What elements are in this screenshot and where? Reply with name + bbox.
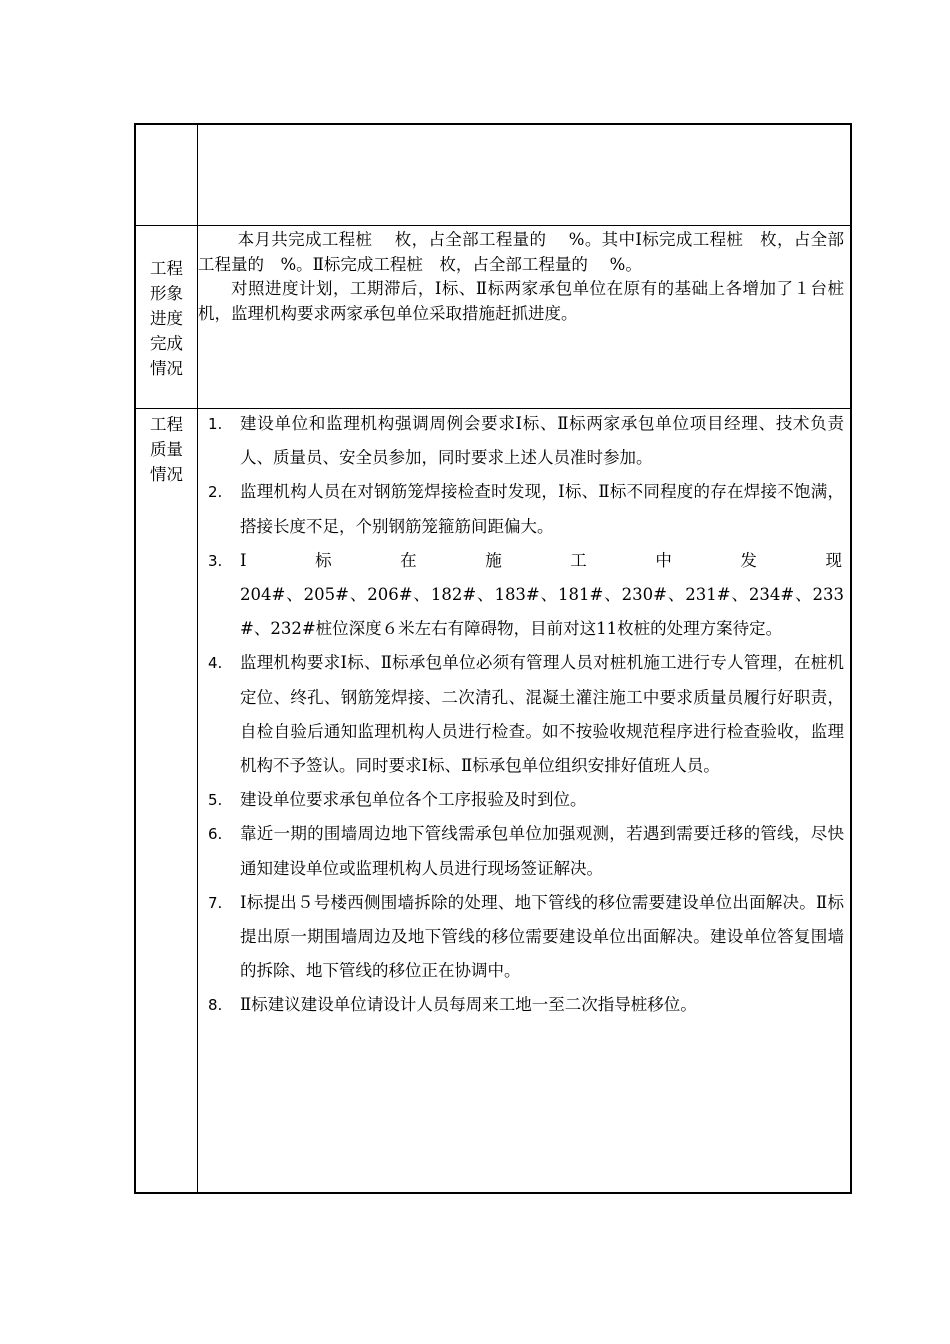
list-item: 4. 监理机构要求Ⅰ标、Ⅱ标承包单位必须有管理人员对桩机施工进行专人管理，在桩机定位、终孔、钢筋笼焊接、二次清孔、混凝土灌注施工中要求质量员履行好职责，自检自验后通知监理机构人员进行检查。如不按验收规范程序进行检查验收，监理机构不予签认。同时要求Ⅰ标、Ⅱ标承包单位组织安排好值班人员。 [208,653,844,776]
list-item: 1. 建设单位和监理机构强调周例会要求Ⅰ标、Ⅱ标两家承包单位项目经理、技术负责人、质量员、安全员参加，同时要求上述人员准时参加。 [208,414,844,468]
spread-text: Ⅰ 标 在 施 工 中 发 现 [240,550,842,570]
quality-content [198,407,844,1023]
list-item: 8. Ⅱ标建议建设单位请设计人员每周来工地一至二次指导桩移位。 [208,995,697,1015]
quality-label: 工程 质量 情况 [150,415,183,484]
progress-label: 工程 形象 进度 完成 情况 [150,259,183,378]
progress-schedule: 对照进度计划，工期滞后，Ⅰ标、Ⅱ标两家承包单位在原有的基础上各增加了１台桩机，监理机构要求两家承包单位采取措施赶抓进度。 [198,279,844,323]
progress-summary: 本月共完成工程桩 枚，占全部工程量的 %。其中Ⅰ标完成工程桩 枚，占全部工程量的 %。Ⅱ标完成工程桩 枚，占全部工程量的 %。 [198,230,844,274]
progress-content [198,228,844,326]
list-item: 7. Ⅰ标提出５号楼西侧围墙拆除的处理、地下管线的移位需要建设单位出面解决。Ⅱ标提出原一期围墙周边及地下管线的移位需要建设单位出面解决。建设单位答复围墙的拆除、地下管线的移位正在协调中。 [208,892,844,981]
row-divider-1 [136,225,850,226]
list-item: 2. 监理机构人员在对钢筋笼焊接检查时发现，Ⅰ标、Ⅱ标不同程度的存在焊接不饱满，搭接长度不足，个别钢筋笼箍筋间距偏大。 [208,482,844,536]
list-item: 5. 建设单位要求承包单位各个工序报验及时到位。 [208,790,587,810]
list-item: 3. Ⅰ 标 在 施 工 中 发 现 204#、205#、206#、182#、183#、181#、230#、231#、234#、233#、232#桩位深度６米左右有障碍物，目前对这11枚桩的处理方案待定。 [198,544,844,647]
quality-list [198,407,844,1023]
report-table [134,123,852,1194]
list-item: 6. 靠近一期的围墙周边地下管线需承包单位加强观测，若遇到需要迁移的管线，尽快通知建设单位或监理机构人员进行现场签证解决。 [208,824,844,878]
